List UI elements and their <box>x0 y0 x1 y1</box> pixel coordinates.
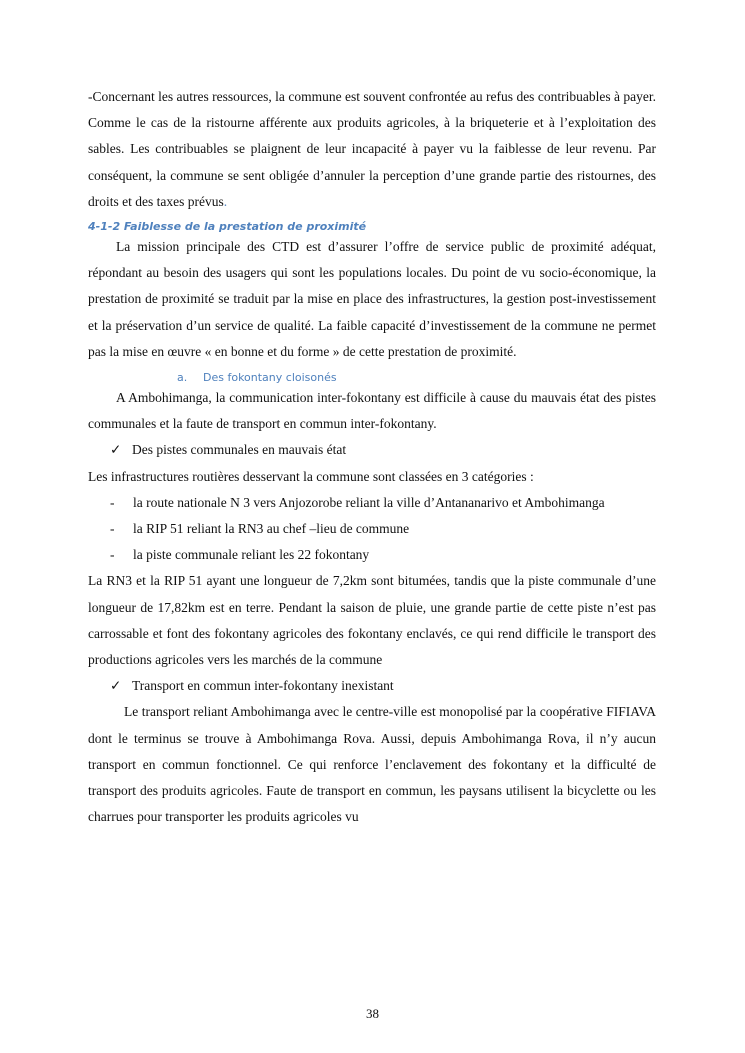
list-item: - la route nationale N 3 vers Anjozorobe reliant la ville d’Antananarivo et Ambohimanga <box>88 490 656 516</box>
dash-bullet: - <box>110 547 115 563</box>
paragraph-road-lengths: La RN3 et la RIP 51 ayant une longueur de 7,2km sont bitumées, tandis que la piste communale d’une longueur de 17,82km est en terre. Pendant la saison de pluie, une grande partie de cette piste n’est pas carrossable et font des fokontany agricoles des fokontany enclavés, ce qui rend difficile le transport des productions agricoles vers les marchés de la commune <box>88 573 656 668</box>
paragraph-communication: A Ambohimanga, la communication inter-fokontany est difficile à cause du mauvais état des pistes communales et la faute de transport en commun inter-fokontany. <box>88 390 656 432</box>
subsection-heading <box>88 371 656 385</box>
page-number: 38 <box>366 1006 379 1021</box>
paragraph-transport: Le transport reliant Ambohimanga avec le centre-ville est monopolisé par la coopérative FIFIAVA dont le terminus se trouve à Ambohimanga Rova. Aussi, depuis Ambohimanga Rova, il n’y aucun transport en commun fonctionnel. Ce qui renforce l’enclavement des fokontany et la difficulté de transport des produits agricoles. Faute de transport en commun, les paysans utilisent la bicyclette ou les charrues pour transporter les produits agricoles vu <box>88 704 656 825</box>
list-item: - la piste communale reliant les 22 fokontany <box>88 542 656 568</box>
paragraph-mission: La mission principale des CTD est d’assurer l’offre de service public de proximité adéquat, répondant au besoin des usagers qui sont les populations locales. Du point de vu socio-économique, la prestation de proximité se traduit par la mise en place des infrastructures, la gestion post-investissement et la préservation d’un service de qualité. La faible capacité d’investissement de la commune ne permet pas la mise en œuvre « en bonne et du forme » de cette prestation de proximité. <box>88 239 656 359</box>
check-item-pistes: ✓ Des pistes communales en mauvais état <box>88 437 656 463</box>
checkmark-icon: ✓ <box>110 678 122 694</box>
paragraph-categories: Les infrastructures routières desservant la commune sont classées en 3 catégories : <box>88 468 534 484</box>
subsection-title: Des fokontany cloisonés <box>203 371 337 385</box>
subsection-marker: a. <box>177 371 188 385</box>
dash-bullet: - <box>110 521 115 537</box>
section-heading: 4-1-2 Faiblesse de la prestation de proximité <box>88 220 367 234</box>
checkmark-icon: ✓ <box>110 442 122 458</box>
paragraph-other-resources: -Concernant les autres ressources, la commune est souvent confrontée au refus des contribuables à payer. Comme le cas de la ristourne afférente aux produits agricoles, à la briqueterie et à l’exploitation des sables. Les contribuables se plaignent de leur incapacité à payer vu la faiblesse de leur revenu. Par conséquent, la commune se sent obligée d’annuler la perception d’une grande partie des ristournes, des droits et des taxes prévus. <box>88 89 656 209</box>
check-item-transport: ✓ Transport en commun inter-fokontany inexistant <box>88 673 656 699</box>
dash-bullet: - <box>110 494 115 510</box>
list-item: - la RIP 51 reliant la RN3 au chef –lieu de commune <box>88 516 656 542</box>
document-page <box>88 84 656 830</box>
